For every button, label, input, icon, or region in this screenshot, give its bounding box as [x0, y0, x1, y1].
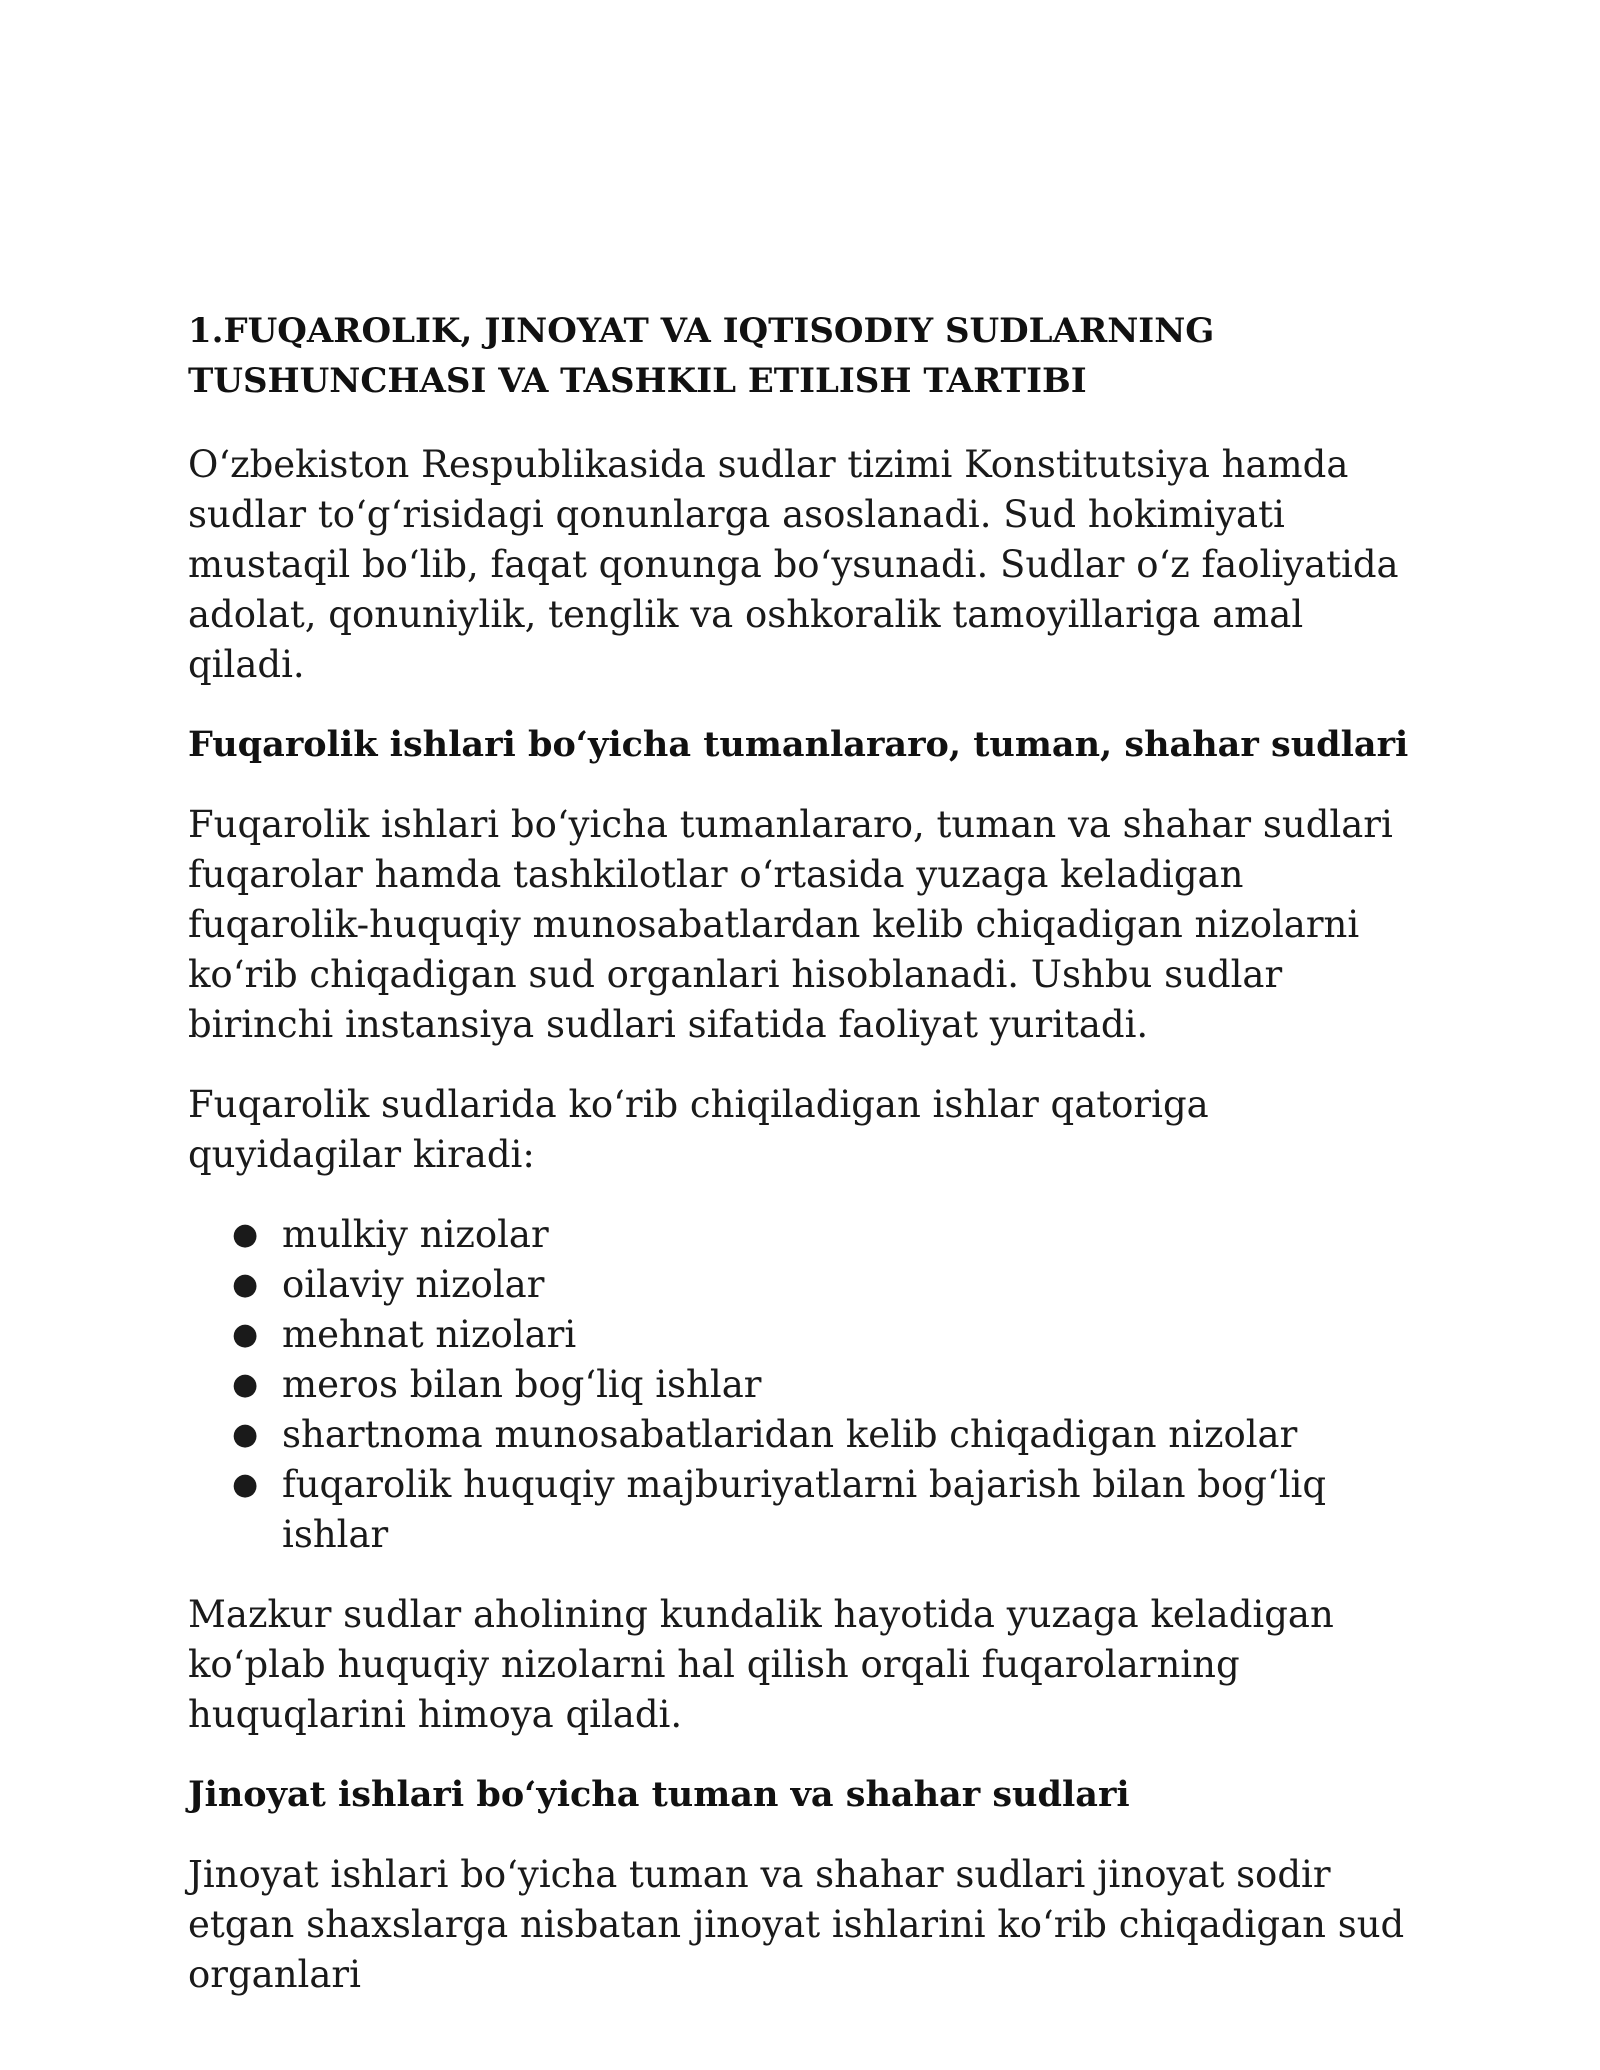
list-item-text: oilaviy nizolar — [282, 1263, 545, 1306]
title-line-2: TUSHUNCHASI VA TASHKIL ETILISH TARTIBI — [188, 361, 1087, 401]
list-item — [232, 1210, 1428, 1260]
civil-courts-closing-paragraph: Mazkur sudlar aholining kundalik hayotida yuzaga keladigan ko‘plab huquqiy nizolarni hal qilish orqali fuqarolarning huquqlarini himoya qiladi. — [188, 1593, 1334, 1736]
list-item-text: shartnoma munosabatlaridan kelib chiqadigan nizolar — [282, 1413, 1298, 1456]
list-item — [232, 1360, 1428, 1410]
bullet-icon: ● — [232, 1367, 259, 1402]
bullet-icon: ● — [232, 1467, 259, 1502]
criminal-courts-heading: Jinoyat ishlari bo‘yicha tuman va shahar sudlari — [188, 1774, 1130, 1815]
title-line-1: 1.FUQAROLIK, JINOYAT VA IQTISODIY SUDLARNING — [188, 311, 1215, 351]
civil-cases-list-intro: Fuqarolik sudlarida ko‘rib chiqiladigan ishlar qatoriga quyidagilar kiradi: — [188, 1083, 1209, 1176]
civil-courts-heading: Fuqarolik ishlari bo‘yicha tumanlararo, tuman, shahar sudlari — [188, 724, 1409, 765]
list-item — [232, 1410, 1428, 1460]
bullet-icon: ● — [232, 1417, 259, 1452]
list-item — [232, 1260, 1428, 1310]
criminal-courts-paragraph: Jinoyat ishlari bo‘yicha tuman va shahar sudlari jinoyat sodir etgan shaxslarga nisbatan jinoyat ishlarini ko‘rib chiqadigan sud organlari — [188, 1853, 1405, 1996]
bullet-icon: ● — [232, 1317, 259, 1352]
list-item-text: fuqarolik huquqiy majburiyatlarni bajarish bilan bog‘liq ishlar — [282, 1463, 1327, 1556]
bullet-icon: ● — [232, 1267, 259, 1302]
document-title — [188, 306, 1428, 406]
document-page — [188, 306, 1428, 2030]
list-item — [232, 1460, 1428, 1560]
civil-cases-list — [188, 1210, 1428, 1560]
list-item-text: mulkiy nizolar — [282, 1213, 549, 1256]
civil-courts-paragraph: Fuqarolik ishlari bo‘yicha tumanlararo, tuman va shahar sudlari fuqarolar hamda tashkilotlar o‘rtasida yuzaga keladigan fuqarolik-huquqiy munosabatlardan kelib chiqadigan nizolarni ko‘rib chiqadigan sud organlari hisoblanadi. Ushbu sudlar birinchi instansiya sudlari sifatida faoliyat yuritadi. — [188, 803, 1393, 1046]
list-item-text: meros bilan bog‘liq ishlar — [282, 1363, 762, 1406]
bullet-icon: ● — [232, 1217, 259, 1252]
list-item-text: mehnat nizolari — [282, 1313, 577, 1356]
list-item — [232, 1310, 1428, 1360]
intro-paragraph: O‘zbekiston Respublikasida sudlar tizimi Konstitutsiya hamda sudlar to‘g‘risidagi qonunlarga asoslanadi. Sud hokimiyati mustaqil bo‘lib, faqat qonunga bo‘ysunadi. Sudlar o‘z faoliyatida adolat, qonuniylik, tenglik va oshkoralik tamoyillariga amal qiladi. — [188, 443, 1399, 686]
